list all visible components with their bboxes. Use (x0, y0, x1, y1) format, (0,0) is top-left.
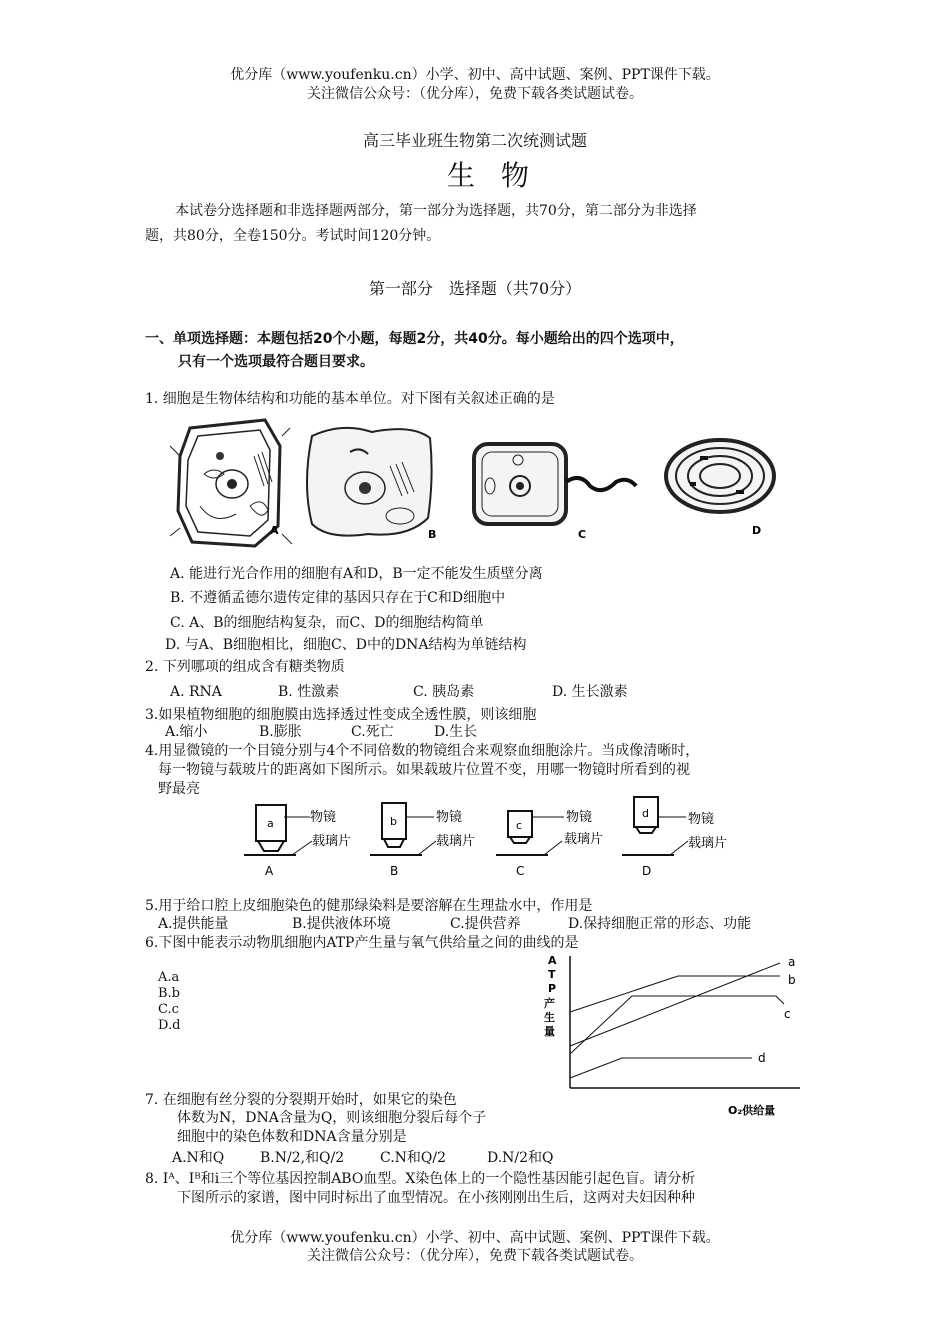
objective-c (496, 811, 564, 855)
q2-option-d: D. 生长激素 (552, 684, 628, 700)
q6-option-a: A.a (158, 970, 180, 985)
q5-option-d: D.保持细胞正常的形态、功能 (568, 916, 752, 932)
slide-label-c: 载璃片 (564, 832, 604, 847)
bacterium-cell-c (474, 444, 636, 524)
lens-label-b: b (390, 815, 397, 828)
fig-label-a: A (265, 864, 274, 878)
q5-option-a: A.提供能量 (158, 916, 229, 932)
objective-a (244, 805, 312, 855)
fig-label-c: C (516, 864, 525, 878)
q7-option-c: C.N和Q/2 (380, 1150, 447, 1166)
q2-stem: 2. 下列哪项的组成含有糖类物质 (145, 659, 345, 675)
y-label-char-5: 生 (544, 1011, 555, 1024)
q8-stem-line-2: 下图所示的家谱，图中同时标出了血型情况。在小孩刚刚出生后，这两对夫妇因种种 (177, 1190, 695, 1206)
x-axis-label: O₂供给量 (728, 1104, 776, 1117)
q4-stem-line-1: 4.用显微镜的一个目镜分别与4个不同倍数的物镜组合来观察血细胞涂片。当成像清晰时， (145, 743, 700, 759)
q6-stem: 6.下图中能表示动物肌细胞内ATP产生量与氧气供给量之间的曲线的是 (145, 935, 579, 951)
q7-option-a: A.N和Q (172, 1150, 225, 1166)
q6-option-c: C.c (158, 1002, 179, 1017)
lens-label-c: c (516, 819, 523, 832)
q1-stem: 1. 细胞是生物体结构和功能的基本单位。对下图有关叙述正确的是 (145, 391, 555, 407)
q4-stem-line-2: 每一物镜与载玻片的距离如下图所示。如果载玻片位置不变，用哪一物镜时所看到的视 (158, 762, 690, 778)
series-label-b: b (788, 973, 796, 987)
q8-stem-line-1: 8. Iᴬ、Iᴮ和i三个等位基因控制ABO血型。X染色体上的一个隐性基因能引起色盲。请分析 (145, 1171, 696, 1187)
objective-label-c: 物镜 (566, 810, 593, 825)
q1-option-a: A. 能进行光合作用的细胞有A和D，B一定不能发生质壁分离 (170, 566, 543, 582)
q3-option-b: B.膨胀 (259, 724, 302, 740)
slide-label-a: 载璃片 (312, 834, 352, 849)
q7-option-d: D.N/2和Q (487, 1150, 554, 1166)
slide-label-b: 载璃片 (436, 834, 476, 849)
objective-label-a: 物镜 (310, 810, 337, 825)
q5-option-c: C.提供营养 (450, 916, 521, 932)
cell-label-d: D (752, 524, 762, 537)
intro-line-1: 本试卷分选择题和非选择题两部分，第一部分为选择题，共70分，第二部分为非选择 (175, 203, 697, 219)
objective-label-b: 物镜 (436, 810, 463, 825)
fig-label-d: D (642, 864, 652, 878)
cell-label-c: C (578, 528, 587, 541)
q1-option-c: C. A、B的细胞结构复杂，而C、D的细胞结构简单 (170, 615, 484, 631)
y-label-char-1: A (548, 954, 557, 967)
curve-b (570, 976, 780, 1012)
animal-cell-b (307, 428, 432, 536)
curve-d (570, 1058, 752, 1078)
objective-b (370, 803, 436, 855)
q5-stem: 5.用于给口腔上皮细胞染色的健那绿染料是要溶解在生理盐水中，作用是 (145, 898, 593, 914)
part1-title: 第一部分 选择题（共70分） (368, 279, 582, 298)
fig-label-b: B (390, 864, 399, 878)
curve-a (570, 963, 780, 1046)
q3-option-a: A.缩小 (165, 724, 208, 740)
q3-option-d: D.生长 (434, 724, 478, 740)
cell-label-b: B (428, 528, 437, 541)
lens-label-a: a (267, 817, 274, 830)
exam-title: 高三毕业班生物第二次统测试题 (362, 131, 587, 150)
q1-cell-figure (170, 416, 810, 552)
q6-atp-chart (538, 950, 808, 1120)
footer-line-1: 优分库（www.youfenku.cn）小学、初中、高中试题、案例、PPT课件下载。 (230, 1230, 720, 1246)
q2-option-a: A. RNA (170, 684, 222, 700)
q7-stem-line-1: 7. 在细胞有丝分裂的分裂期开始时，如果它的染色 (145, 1092, 457, 1108)
header-line-1: 优分库（www.youfenku.cn）小学、初中、高中试题、案例、PPT课件下载。 (230, 67, 720, 83)
cyanobacterium-cell-d (666, 440, 774, 512)
section-heading-line-1: 一、单项选择题：本题包括20个小题，每题2分，共40分。每小题给出的四个选项中， (145, 331, 684, 347)
series-label-a: a (788, 955, 796, 969)
q7-stem-line-2: 体数为N，DNA含量为Q，则该细胞分裂后每个子 (177, 1110, 487, 1126)
q6-option-d: D.d (158, 1018, 181, 1033)
q3-stem: 3.如果植物细胞的细胞膜由选择透过性变成全透性膜，则该细胞 (145, 707, 537, 723)
series-label-d: d (758, 1051, 766, 1065)
q6-option-b: B.b (158, 986, 181, 1001)
q7-option-b: B.N/2,和Q/2 (260, 1150, 345, 1166)
q2-option-c: C. 胰岛素 (413, 684, 475, 700)
series-label-c: c (784, 1007, 791, 1021)
cell-label-a: A (270, 524, 279, 537)
intro-line-2: 题，共80分，全卷150分。考试时间120分钟。 (145, 228, 441, 244)
q1-option-b: B. 不遵循孟德尔遗传定律的基因只存在于C和D细胞中 (170, 590, 506, 606)
objective-d (622, 797, 688, 855)
q5-option-b: B.提供液体环境 (292, 916, 391, 932)
footer-line-2: 关注微信公众号：（优分库），免费下载各类试题试卷。 (307, 1248, 643, 1264)
section-heading-line-2: 只有一个选项最符合题目要求。 (178, 354, 374, 370)
slide-label-d: 载璃片 (688, 836, 728, 851)
q4-stem-line-3: 野最亮 (158, 781, 200, 797)
q3-option-c: C.死亡 (351, 724, 394, 740)
y-label-char-6: 量 (544, 1025, 555, 1038)
y-label-char-2: T (548, 968, 556, 981)
lens-label-d: d (642, 807, 649, 820)
y-label-char-4: 产 (544, 997, 555, 1010)
q4-objective-figure (240, 793, 750, 883)
objective-label-d: 物镜 (688, 812, 715, 827)
q2-option-b: B. 性激素 (278, 684, 340, 700)
curve-c (570, 996, 784, 1054)
header-line-2: 关注微信公众号：（优分库），免费下载各类试题试卷。 (307, 86, 643, 102)
y-label-char-3: P (548, 982, 557, 995)
q1-option-d: D. 与A、B细胞相比，细胞C、D中的DNA结构为单链结构 (165, 637, 527, 653)
q7-stem-line-3: 细胞中的染色体数和DNA含量分别是 (177, 1129, 407, 1145)
subject-title: 生物 (446, 159, 555, 192)
